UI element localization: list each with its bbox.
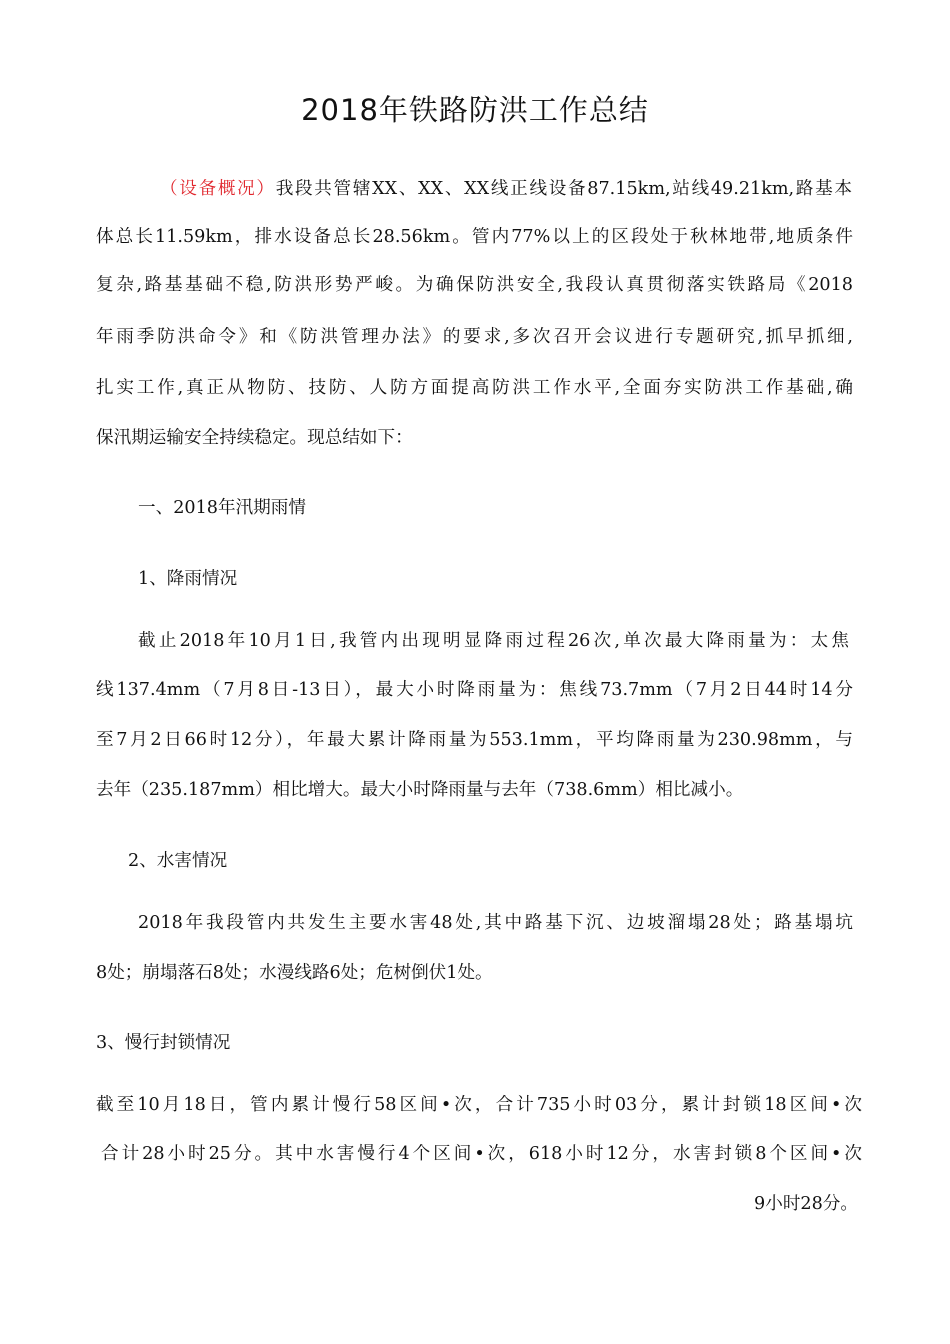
damage-line-1: 2018年我段管内共发生主要水害48处,其中路基下沉、边坡溜塌28处；路基塌坑	[138, 913, 853, 933]
rain-line-4: 去年（235.187mm）相比增大。最大小时降雨量与去年（738.6mm）相比减小。	[96, 780, 744, 800]
slow-line-1: 截至10月18日，管内累计慢行58区间•次，合计735小时03分，累计封锁18区间•次	[96, 1095, 862, 1115]
rain-line-2: 线137.4mm（7月8日-13日），最大小时降雨量为：焦线73.7mm（7月2日44时14分	[96, 680, 853, 700]
slow-line-3: 9小时28分。	[754, 1194, 858, 1214]
rain-line-3: 至7月2日66时12分），年最大累计降雨量为553.1mm，平均降雨量为230.98mm，与	[96, 730, 853, 750]
intro-line-5: 扎实工作,真正从物防、技防、人防方面提高防洪工作水平,全面夯实防洪工作基础,确	[96, 378, 853, 398]
damage-heading: 2、水害情况	[128, 851, 228, 871]
slow-heading: 3、慢行封锁情况	[96, 1033, 231, 1053]
intro-line-2: 体总长11.59km，排水设备总长28.56km。管内77%以上的区段处于秋林地带,地质条件	[96, 227, 853, 247]
equipment-overview-label: （设备概况）	[160, 179, 276, 199]
damage-line-2: 8处；崩塌落石8处；水漫线路6处；危树倒伏1处。	[96, 963, 493, 983]
section-heading-1: 一、2018年汛期雨情	[138, 498, 306, 518]
document-title: 2018年铁路防洪工作总结	[301, 93, 649, 127]
intro-line-6: 保汛期运输安全持续稳定。现总结如下：	[96, 428, 413, 448]
intro-line-4: 年雨季防洪命令》和《防洪管理办法》的要求,多次召开会议进行专题研究,抓早抓细,	[96, 327, 853, 347]
intro-line-1: （设备概况）我段共管辖XX、XX、XX线正线设备87.15km,站线49.21km,路基本	[160, 179, 852, 199]
slow-line-2: 合计28小时25分。其中水害慢行4个区间•次，618小时12分，水害封锁8个区间•次	[101, 1144, 862, 1164]
intro-line-3: 复杂,路基基础不稳,防洪形势严峻。为确保防洪安全,我段认真贯彻落实铁路局《2018	[96, 275, 853, 295]
rain-line-1: 截止2018年10月1日,我管内出现明显降雨过程26次,单次最大降雨量为：太焦	[138, 631, 849, 651]
rain-heading: 1、降雨情况	[138, 569, 238, 589]
